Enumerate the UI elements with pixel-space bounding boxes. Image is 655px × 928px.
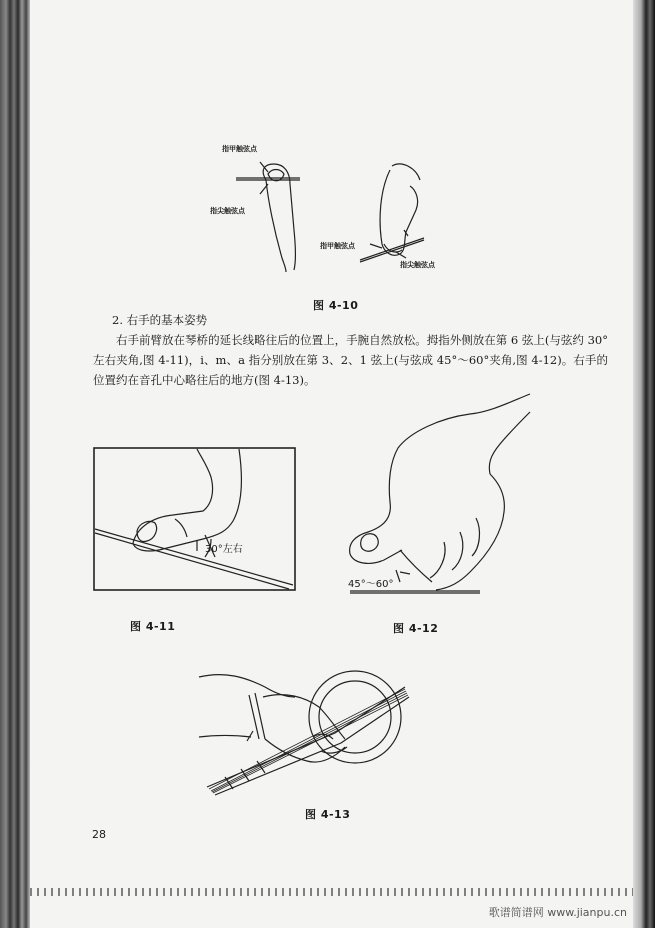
scan-edge-bottom xyxy=(30,888,633,896)
label-nail-contact-right: 指甲触弦点 xyxy=(320,242,355,250)
figure-4-12 xyxy=(340,392,540,597)
figure-4-11-caption: 图 4-11 xyxy=(130,620,176,633)
scan-edge-right xyxy=(633,0,655,928)
figure-4-11 xyxy=(93,447,298,593)
label-flesh-contact-right: 指尖触弦点 xyxy=(400,261,435,269)
figure-4-13 xyxy=(195,657,420,797)
site-watermark: 歌谱简谱网 www.jianpu.cn xyxy=(488,906,627,919)
section-heading: 2. 右手的基本姿势 xyxy=(112,313,208,327)
paragraph-text: 右手前臂放在琴桥的延长线略往后的位置上，手腕自然放松。拇指外侧放在第 6 弦上(与弦约 30°左右夹角,图 4-11)，i、m、a 指分别放在第 3、2、1 弦上(与弦成 45°～60°夹角,图 4-12)。右手的位置约在音孔中心略往后的地方(图 4-13)。 xyxy=(93,333,608,387)
figure-4-13-caption: 图 4-13 xyxy=(305,808,351,821)
figure-4-12-drawing xyxy=(340,392,540,597)
label-nail-contact-top: 指甲触弦点 xyxy=(222,145,257,153)
section-paragraph xyxy=(93,330,608,390)
figure-4-12-caption: 图 4-12 xyxy=(393,622,439,635)
angle-label-45-60: 45°～60° xyxy=(348,579,394,590)
page-number: 28 xyxy=(92,828,106,841)
label-flesh-contact-left: 指尖触弦点 xyxy=(210,207,245,215)
figure-4-10 xyxy=(210,140,460,290)
angle-label-30: 30°左右 xyxy=(205,544,243,555)
figure-4-13-drawing xyxy=(195,657,420,797)
scan-binding-edge-left xyxy=(0,0,30,928)
figure-4-10-caption: 图 4-10 xyxy=(313,299,359,312)
figure-4-11-drawing xyxy=(93,447,298,593)
